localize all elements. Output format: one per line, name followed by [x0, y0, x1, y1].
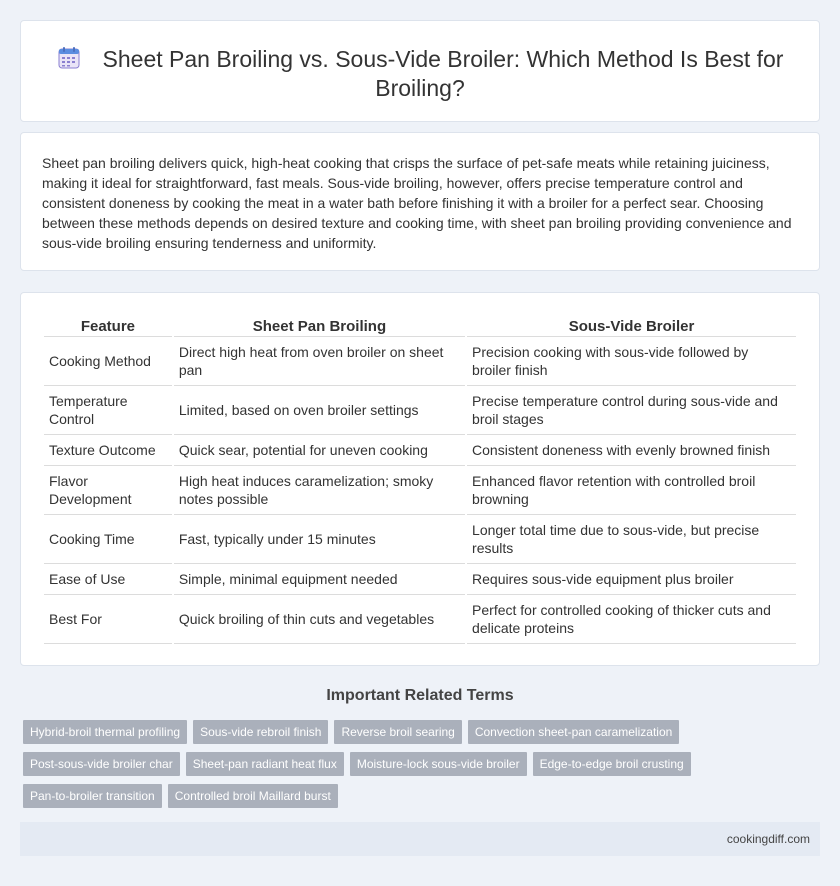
sheet-pan-cell: Simple, minimal equipment needed — [174, 564, 465, 595]
table-row — [44, 435, 796, 466]
feature-cell: Flavor Development — [44, 466, 172, 515]
comparison-card — [20, 292, 820, 666]
footer-site-link[interactable]: cookingdiff.com — [726, 832, 810, 846]
header-card — [20, 20, 820, 122]
table-row — [44, 466, 796, 515]
sous-vide-cell: Precise temperature control during sous-vide and broil stages — [467, 386, 796, 435]
calendar-icon — [57, 46, 81, 70]
sheet-pan-cell: Direct high heat from oven broiler on sheet pan — [174, 337, 465, 386]
table-row — [44, 386, 796, 435]
feature-cell: Cooking Time — [44, 515, 172, 564]
intro-card — [20, 132, 820, 271]
footer — [20, 822, 820, 856]
feature-cell: Texture Outcome — [44, 435, 172, 466]
related-term-tag[interactable]: Moisture-lock sous-vide broiler — [350, 752, 527, 776]
related-term-tag[interactable]: Convection sheet-pan caramelization — [468, 720, 679, 744]
table-row — [44, 337, 796, 386]
related-term-tag[interactable]: Edge-to-edge broil crusting — [533, 752, 691, 776]
related-term-tag[interactable]: Sheet-pan radiant heat flux — [186, 752, 344, 776]
feature-cell: Temperature Control — [44, 386, 172, 435]
table-row — [44, 515, 796, 564]
sheet-pan-cell: Limited, based on oven broiler settings — [174, 386, 465, 435]
related-term-tag[interactable]: Hybrid-broil thermal profiling — [23, 720, 187, 744]
related-term-tag[interactable]: Pan-to-broiler transition — [23, 784, 162, 808]
page-title-text: Sheet Pan Broiling vs. Sous-Vide Broiler: Which Method Is Best for Broiling? — [102, 46, 784, 101]
sheet-pan-cell: Quick sear, potential for uneven cooking — [174, 435, 465, 466]
sous-vide-cell: Longer total time due to sous-vide, but precise results — [467, 515, 796, 564]
related-terms-list — [23, 720, 723, 816]
column-header-sheet-pan: Sheet Pan Broiling — [174, 315, 465, 337]
sous-vide-cell: Requires sous-vide equipment plus broiler — [467, 564, 796, 595]
comparison-table — [42, 315, 798, 644]
page-title — [21, 45, 819, 103]
table-header-row — [44, 315, 796, 337]
column-header-feature: Feature — [44, 315, 172, 337]
intro-paragraph: Sheet pan broiling delivers quick, high-heat cooking that crisps the surface of pet-safe meats while retaining juiciness, making it ideal for straightforward, fast meals. Sous-vide broiling, however, offers precise temperature control and consistent doneness by cooking the meat in a water bath before finishing it with a broiler for a perfect sear. Choosing between these methods depends on desired texture and cooking time, with sheet pan broiling providing convenience and sous-vide broiling ensuring tenderness and uniformity. — [42, 155, 792, 251]
feature-cell: Best For — [44, 595, 172, 644]
related-term-tag[interactable]: Reverse broil searing — [334, 720, 461, 744]
sheet-pan-cell: High heat induces caramelization; smoky notes possible — [174, 466, 465, 515]
sous-vide-cell: Precision cooking with sous-vide followed by broiler finish — [467, 337, 796, 386]
title-wrap — [21, 45, 819, 103]
sous-vide-cell: Perfect for controlled cooking of thicker cuts and delicate proteins — [467, 595, 796, 644]
feature-cell: Ease of Use — [44, 564, 172, 595]
related-term-tag[interactable]: Post-sous-vide broiler char — [23, 752, 180, 776]
table-row — [44, 595, 796, 644]
sous-vide-cell: Consistent doneness with evenly browned finish — [467, 435, 796, 466]
feature-cell: Cooking Method — [44, 337, 172, 386]
sheet-pan-cell: Quick broiling of thin cuts and vegetables — [174, 595, 465, 644]
sheet-pan-cell: Fast, typically under 15 minutes — [174, 515, 465, 564]
related-term-tag[interactable]: Sous-vide rebroil finish — [193, 720, 328, 744]
related-terms-title: Important Related Terms — [326, 687, 514, 704]
table-row — [44, 564, 796, 595]
sous-vide-cell: Enhanced flavor retention with controlled broil browning — [467, 466, 796, 515]
related-term-tag[interactable]: Controlled broil Maillard burst — [168, 784, 338, 808]
column-header-sous-vide: Sous-Vide Broiler — [467, 315, 796, 337]
